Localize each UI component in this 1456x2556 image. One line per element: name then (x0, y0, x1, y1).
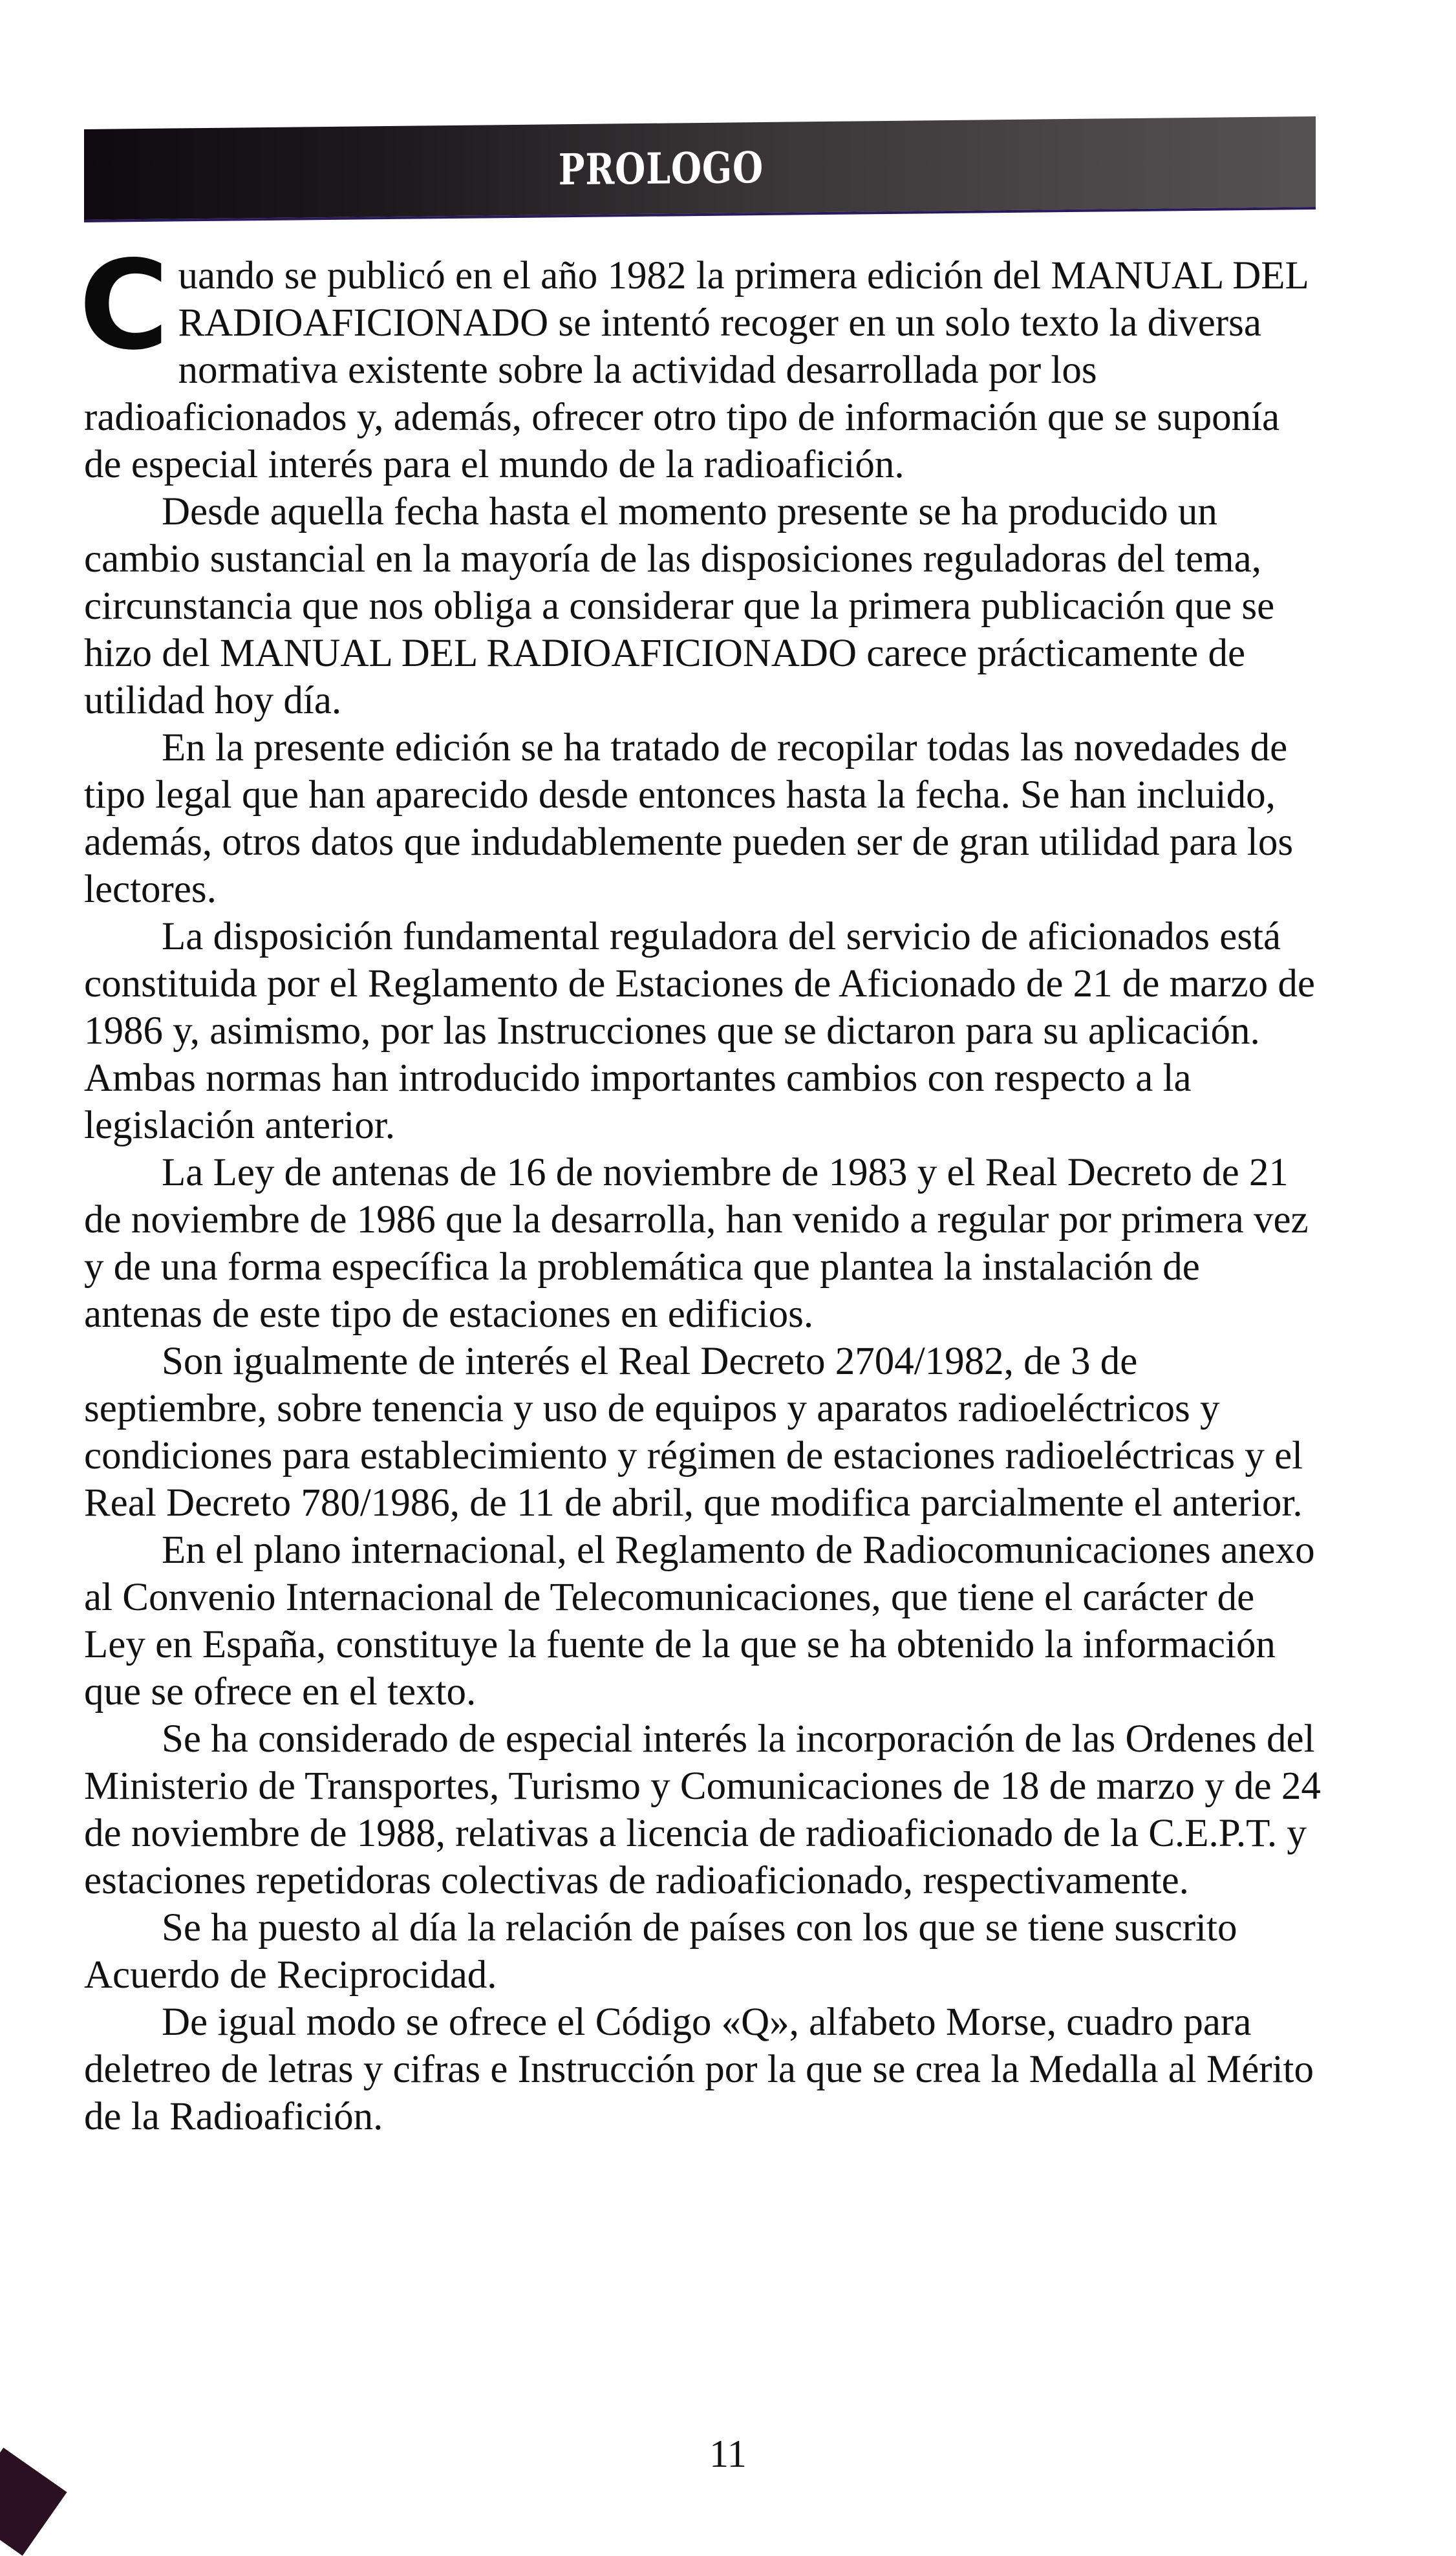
paragraph-1 (79, 234, 1325, 488)
paragraph-3: En la presente edición se ha tratado de recopilar todas las novedades de tipo legal que han aparecido desde entonces hasta la fecha. Se han incluido, además, otros datos que indudablemente pueden ser de gran utilidad para los lectores. (84, 726, 1294, 911)
section-header-band (84, 116, 1316, 222)
paragraph-10: De igual modo se ofrece el Código «Q», alfabeto Morse, cuadro para deletreo de letras y cifras e Instrucción por la que se crea la Medalla al Mérito de la Radioafición. (84, 2001, 1314, 2138)
paragraph-2: Desde aquella fecha hasta el momento presente se ha producido un cambio sustancial en la mayoría de las disposiciones reguladoras del tema, circunstancia que nos obliga a considerar que la primera publicación que se hizo del MANUAL DEL RADIOAFICIONADO carece prácticamente de utilidad hoy día. (84, 490, 1275, 722)
paragraph-9: Se ha puesto al día la relación de países con los que se tiene suscrito Acuerdo de Reciprocidad. (84, 1906, 1237, 1997)
paragraph-8: Se ha considerado de especial interés la incorporación de las Ordenes del Ministerio de Transportes, Turismo y Comunicaciones de 18 de marzo y de 24 de noviembre de 1988, relativas a licencia de radioaficionado de la C.E.P.T. y estaciones repetidoras colectivas de radioaficionado, respectivamente. (84, 1717, 1321, 1902)
page-number: 11 (709, 2432, 747, 2475)
drop-cap: C (79, 234, 169, 377)
prologue-body (79, 234, 1325, 2140)
paragraph-4: La disposición fundamental reguladora del servicio de aficionados está constituida por el Reglamento de Estaciones de Aficionado de 21 de marzo de 1986 y, asimismo, por las Instrucciones que se dictaron para su aplicación. Ambas normas han introducido importantes cambios con respecto a la legislación anterior. (84, 915, 1315, 1147)
section-title: PROLOGO (558, 142, 764, 195)
paragraph-1-text: uando se publicó en el año 1982 la primera edición del MANUAL DEL RADIOAFICIONADO se intentó recoger en un solo texto la diversa normativa existente sobre la actividad desarrollada por los radioaficionados y, además, ofrecer otro tipo de información que se suponía de especial interés para el mundo de la radioafición. (84, 254, 1308, 486)
paragraph-7: En el plano internacional, el Reglamento de Radiocomunicaciones anexo al Convenio Internacional de Telecomunicaciones, que tiene el carácter de Ley en España, constituye la fuente de la que se ha obtenido la información que se ofrece en el texto. (84, 1529, 1315, 1713)
paragraph-5: La Ley de antenas de 16 de noviembre de 1983 y el Real Decreto de 21 de noviembre de 1986 que la desarrolla, han venido a regular por primera vez y de una forma específica la problemática que plantea la instalación de antenas de este tipo de estaciones en edificios. (84, 1151, 1309, 1336)
paragraph-6: Son igualmente de interés el Real Decreto 2704/1982, de 3 de septiembre, sobre tenencia y uso de equipos y aparatos radioeléctricos y condiciones para establecimiento y régimen de estaciones radioeléctricas y el Real Decreto 780/1986, de 11 de abril, que modifica parcialmente el anterior. (84, 1340, 1303, 1525)
